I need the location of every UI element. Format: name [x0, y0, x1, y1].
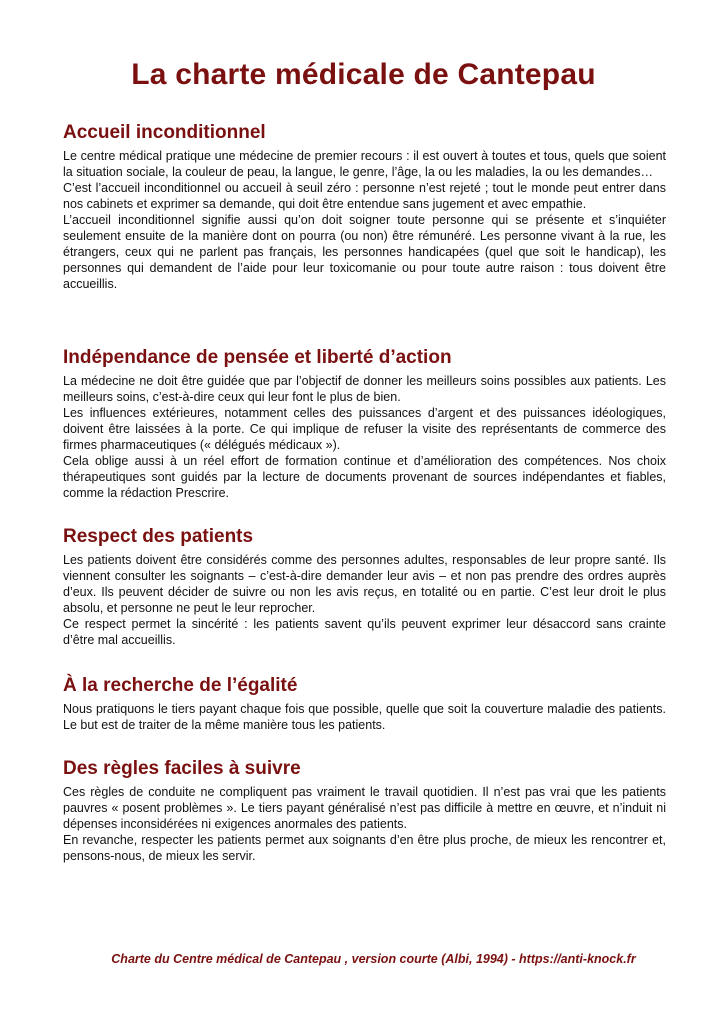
paragraph: Les influences extérieures, notamment celles des puissances d’argent et des puissances idéologiques, doivent être laissées à la porte. Ce qui implique de refuser la visite des représentants de commerce des firmes pharmaceutiques (« délégués médicaux »). [63, 406, 666, 452]
section-regles [63, 757, 666, 864]
paragraph: L’accueil inconditionnel signifie aussi qu’on doit soigner toute personne qui se présente et s’inquiéter seulement ensuite de la manière dont on pourra (ou non) être rémunéré. Les personne vivant à la rue, les étrangers, ceux qui ne parlent pas français, les personnes handicapées (quel que soit le handicap), les personnes qui demandent de l’aide pour leur toxicomanie ou pour toute autre raison : tous doivent être accueillis. [63, 213, 666, 291]
paragraph: La médecine ne doit être guidée que par l’objectif de donner les meilleurs soins possibles aux patients. Les meilleurs soins, c’est-à-dire ceux qui leur font le plus de bien. [63, 374, 666, 404]
section-accueil [63, 121, 666, 292]
section-heading: À la recherche de l’égalité [63, 675, 298, 696]
section-heading: Indépendance de pensée et liberté d’action [63, 347, 452, 368]
page-title: La charte médicale de Cantepau [131, 58, 596, 91]
section-heading: Accueil inconditionnel [63, 122, 266, 143]
paragraph: En revanche, respecter les patients permet aux soignants d’en être plus proche, de mieux les rencontrer et, pensons-nous, de mieux les servir. [63, 833, 666, 863]
paragraph: Les patients doivent être considérés comme des personnes adultes, responsables de leur propre santé. Ils viennent consulter les soignants – c’est-à-dire demander leur avis – et non pas prendre des ordres auprès d’eux. Ils peuvent décider de suivre ou non les avis reçus, en totalité ou en partie. C’est leur droit le plus absolu, et personne ne peut le leur reprocher. [63, 553, 666, 615]
section-heading: Respect des patients [63, 526, 254, 547]
section-heading: Des règles faciles à suivre [63, 758, 301, 779]
section-respect [63, 525, 666, 648]
footer-citation: Charte du Centre médical de Cantepau , version courte (Albi, 1994) - https://anti-knock.fr [111, 952, 636, 966]
section-egalite [63, 674, 666, 733]
paragraph: Cela oblige aussi à un réel effort de formation continue et d’amélioration des compétences. Nos choix thérapeutiques sont guidés par la lecture de documents provenant de sources indépendantes et fiables, comme la rédaction Prescrire. [63, 454, 666, 500]
section-independance [63, 346, 666, 501]
paragraph: Ce respect permet la sincérité : les patients savent qu’ils peuvent exprimer leur désaccord sans crainte d’être mal accueillis. [63, 617, 666, 647]
paragraph: C’est l’accueil inconditionnel ou accueil à seuil zéro : personne n’est rejeté ; tout le monde peut entrer dans nos cabinets et exprimer sa demande, qui doit être entendue sans jugement et avec empathie. [63, 181, 666, 211]
paragraph: Le centre médical pratique une médecine de premier recours : il est ouvert à toutes et tous, quels que soient la situation sociale, la couleur de peau, la langue, le genre, l’âge, la ou les maladies, la ou les demandes… [63, 149, 666, 179]
paragraph: Ces règles de conduite ne compliquent pas vraiment le travail quotidien. Il n’est pas vrai que les patients pauvres « posent problèmes ». Le tiers payant généralisé n’est pas difficile à mettre en œuvre, et n’induit ni dépenses inconsidérées ni exigences anormales des patients. [63, 785, 666, 831]
paragraph: Nous pratiquons le tiers payant chaque fois que possible, quelle que soit la couverture maladie des patients. Le but est de traiter de la même manière tous les patients. [63, 702, 666, 732]
